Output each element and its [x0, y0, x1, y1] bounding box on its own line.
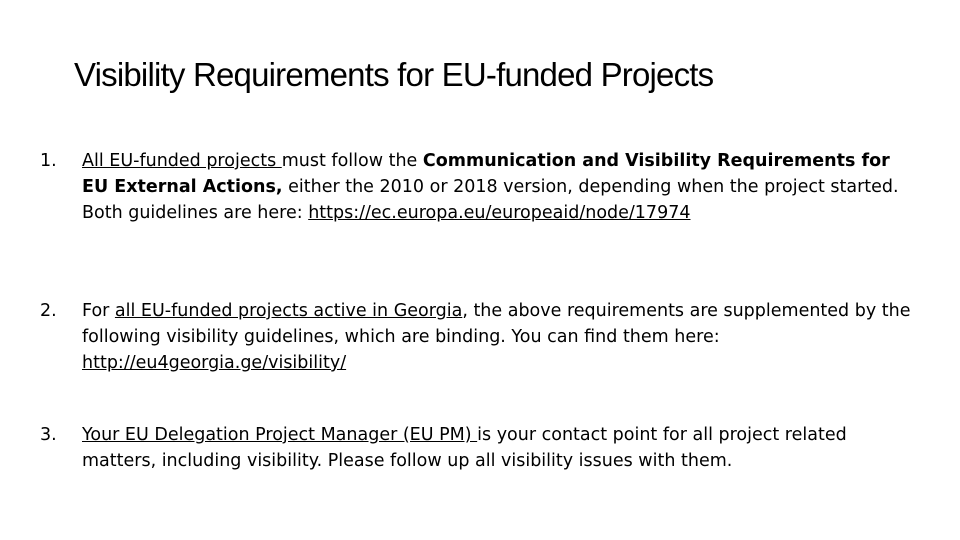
- text-span: must follow the: [281, 151, 423, 171]
- list-item-text: [82, 422, 920, 474]
- guidelines-link[interactable]: https://ec.europa.eu/europeaid/node/17974: [308, 203, 691, 223]
- list-item-text: [82, 148, 920, 226]
- list-item-1: [40, 148, 920, 226]
- list-number: 3.: [40, 425, 57, 445]
- slide-title: Visibility Requirements for EU-funded Projects: [74, 56, 714, 93]
- underlined-text: All EU-funded projects: [82, 151, 282, 171]
- list-number: 1.: [40, 151, 57, 171]
- list-number: 2.: [40, 301, 57, 321]
- underlined-text: Your EU Delegation Project Manager (EU PM): [82, 425, 478, 445]
- underlined-text: all EU-funded projects active in Georgia: [114, 301, 463, 321]
- list-item-text: [82, 298, 920, 376]
- text-span: , the above requirements are supplemented by the following visibility guidelines, which are binding. You can find them here:: [82, 301, 911, 347]
- text-span: For: [82, 301, 115, 321]
- text-span: is your contact point for all project related matters, including visibility. Please follow up all visibility issues with them.: [82, 425, 847, 471]
- list-item-3: [40, 422, 920, 474]
- visibility-link[interactable]: http://eu4georgia.ge/visibility/: [82, 353, 347, 373]
- list-item-2: [40, 298, 920, 376]
- bold-text: Communication and Visibility Requirements for EU External Actions,: [82, 151, 890, 197]
- text-span: either the 2010 or 2018 version, depending when the project started. Both guidelines are here:: [82, 177, 899, 223]
